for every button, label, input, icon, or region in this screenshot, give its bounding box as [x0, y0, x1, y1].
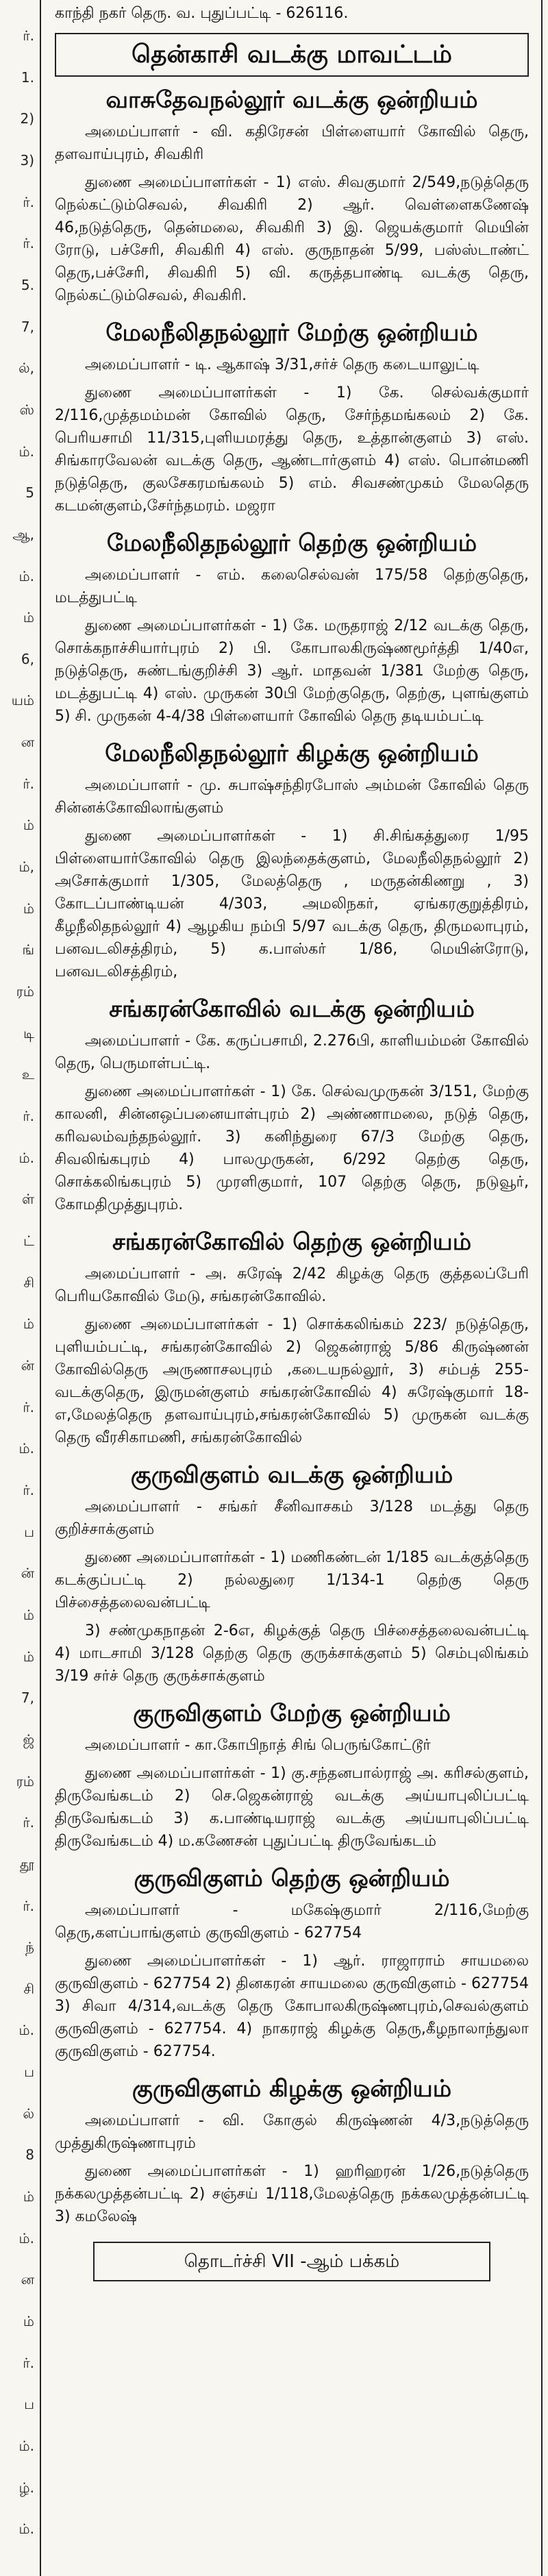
margin-fragment: 3)	[20, 152, 34, 169]
margin-fragment: 6,	[21, 651, 34, 667]
margin-fragment: ம்	[23, 1315, 34, 1332]
section-title: குருவிகுளம் தெற்கு ஒன்றியம்	[134, 1865, 450, 1892]
margin-fragment: ம்	[23, 1607, 34, 1623]
margin-fragment: ஜ்	[23, 1731, 34, 1748]
deputies-text: துணை அமைப்பாளர்கள் - 1) கே. செல்வக்குமார் 2/116,முத்தமம்மன் கோவில் தெரு, சேர்ந்தமங்கலம் 2) கே. பெரியசாமி 11/315,புளியமரத்து தெரு, உத்தான்குளம் 3) எஸ். சிங்காரவேலன் வடக்கு தெரு, ஆண்டார்குளம் 4) எஸ். பொன்மணி நடுத்தெரு, குலசேகரமங்கலம் 5) எம். சிவசண்முகம் மேலதெரு கடமன்குளம்,சேர்ந்தமரம். மஜரா	[55, 384, 530, 515]
margin-fragment: ர்.	[23, 1482, 34, 1498]
margin-fragment: ம்.	[18, 568, 34, 584]
section-title: குருவிகுளம் மேற்கு ஒன்றியம்	[133, 1700, 451, 1727]
margin-fragment: ழ்.	[18, 2479, 34, 2496]
margin-fragment: யம்	[11, 692, 34, 708]
margin-fragment: ரம்	[16, 983, 34, 1000]
margin-fragment: ர்.	[23, 235, 34, 251]
organiser-text: அமைப்பாளர் - வி. கதிரேசன் பிள்ளையார் கோவில் தெரு, தளவாய்புரம், சிவகிரி	[55, 123, 529, 163]
section-title: வாசுதேவநல்லூர் வடக்கு ஒன்றியம்	[105, 86, 478, 114]
margin-fragment: சி	[23, 1274, 34, 1291]
deputies-text: துணை அமைப்பாளர்கள் - 1) சி.சிங்கத்துரை 1/95 பிள்ளையார்கோவில் தெரு இலந்தைக்குளம், மேலநீலிதநல்லூர் 2) அசோக்குமார் 1/305, மேலத்தெரு , மருதன்கிணறு , 3) கோடப்பாண்டியன் 4/303, அமலிநகர், ஏங்கரகுறுத்திரம், கீழநீலிதநல்லூர் 4) ஆழகிய நம்பி 5/97 வடக்கு தெரு, திருமலாபுரம், பனவடலிசத்திரம், 5) க.பாஸ்கர் 1/86, மெயின்ரோடு, பனவடலிசத்திரம்,	[55, 828, 529, 980]
margin-fragment: ப	[24, 2396, 34, 2412]
margin-fragment: ம்.	[18, 1150, 34, 1166]
organiser-text: அமைப்பாளர் - மகேஷ்குமார் 2/116,மேற்கு தெரு,களப்பாங்குளம் குருவிகுளம் - 627754	[55, 1902, 529, 1942]
section-title: சங்கரன்கோவில் தெற்கு ஒன்றியம்	[112, 1228, 472, 1256]
margin-fragment: 5	[25, 484, 34, 501]
organiser-text: அமைப்பாளர் - டி. ஆகாஷ் 3/31,சர்ச் தெரு கடையாலுட்டி	[85, 356, 480, 373]
article-column	[52, 0, 532, 2576]
margin-fragment: ர்.	[23, 2355, 34, 2371]
margin-fragment: 7,	[21, 319, 34, 335]
margin-fragment: ல்,	[18, 360, 34, 376]
margin-fragment: ன்	[21, 1357, 34, 1374]
organiser-text: அமைப்பாளர் - அ. சுரேஷ் 2/42 கிழக்கு தெரு குத்தலப்பேரி பெரியகோவில் மேடு, சங்கரன்கோவில்.	[55, 1265, 529, 1305]
section-title: மேலநீலிதநல்லூர் தெற்கு ஒன்றியம்	[106, 530, 477, 557]
margin-fragment: ப	[24, 2064, 34, 2080]
deputies-text-continued: 3) சண்முகநாதன் 2-6எ, கிழக்குத் தெரு பிச்சைத்தலைவன்பட்டி 4) மாடசாமி 3/128 தெற்கு தெரு குருக்சாக்குளம் 5) செம்புலிங்கம் 3/19 சர்ச் தெரு குருக்சாக்குளம்	[55, 1622, 529, 1685]
organiser-text: அமைப்பாளர் - மு. சுபாஷ்சந்திரபோஸ் அம்மன் கோவில் தெரு சின்னக்கோவிலாங்குளம்	[55, 777, 529, 817]
margin-fragment: ர்.	[23, 1814, 34, 1831]
union-section	[55, 1226, 529, 1449]
margin-fragment: ப	[24, 1524, 34, 1540]
margin-fragment: டி	[23, 1025, 34, 1041]
section-title: சங்கரன்கோவில் வடக்கு ஒன்றியம்	[109, 995, 475, 1023]
margin-fragment: ம்.	[18, 2521, 34, 2537]
margin-fragment: ம்	[23, 1648, 34, 1665]
section-title: மேலநீலிதநல்லூர் கிழக்கு ஒன்றியம்	[105, 740, 479, 767]
previous-column-fragment	[0, 0, 36, 2576]
margin-fragment: ம்	[23, 900, 34, 917]
margin-fragment: ம்.	[18, 2230, 34, 2246]
union-section	[55, 1697, 529, 1853]
margin-fragment: ஆ,	[12, 526, 34, 543]
organiser-text: அமைப்பாளர் - வி. கோகுல் கிருஷ்ணன் 4/3,நடுத்தெரு முத்துகிருஷ்ணாபுரம்	[55, 2112, 529, 2152]
previous-address-line: காந்தி நகர் தெரு. வ. புதுப்பட்டி - 626116.	[55, 5, 349, 22]
margin-fragment: ரம்	[16, 1773, 34, 1789]
organiser-text: அமைப்பாளர் - கா.கோபிநாத் சிங் பெருங்கோட்டூர்	[85, 1737, 431, 1754]
deputies-text: துணை அமைப்பாளர்கள் - 1) கே. செல்வமுருகன் 3/151, மேற்கு காலனி, சின்னஒப்பனையாள்புரம் 2) அண்ணாமலை, நடுத் தெரு, கரிவலம்வந்தநல்லூர். 3) கனிந்துரை 67/3 மேற்கு தெரு, சிவலிங்கபுரம் 4) பாலமுருகன், 6/292 தெற்கு தெரு, சொக்கலிங்கபுரம் 5) முரளிகுமார், 107 தெற்கு தெரு, நடுவூர், கோமதிமுத்துபுரம்.	[55, 1083, 529, 1213]
margin-fragment: ம்	[23, 2313, 34, 2329]
margin-fragment: ம்.	[18, 2022, 34, 2038]
margin-fragment: ட்	[23, 1233, 34, 1249]
deputies-text: துணை அமைப்பாளர்கள் - 1) எஸ். சிவகுமார் 2/549,நடுத்தெரு நெல்கட்டும்செவல், சிவகிரி 2) ஆர். வெள்ளைகணேஷ் 46,நடுத்தெரு, தென்மலை, சிவகிரி 3) இ. ஜெயக்குமார் மெயின் ரோடு, பச்சேரி, சிவகிரி 4) எஸ். குருநாதன் 5/99, பஸ்ஸ்டாண்ட் தெரு,பச்சேரி, சிவகிரி 5) வி. கருத்தபாண்டி வடக்கு தெரு, நெல்கட்டும்செவல், சிவகிரி.	[55, 174, 529, 304]
union-section	[55, 84, 529, 307]
margin-fragment: ம்.	[18, 1440, 34, 1457]
continuation-note: தொடர்ச்சி VII -ஆம் பக்கம்	[93, 2242, 490, 2281]
margin-fragment: 8	[25, 2146, 34, 2163]
deputies-text: துணை அமைப்பாளர்கள் - 1) கே. மருதராஜ் 2/12 வடக்கு தெரு, சொக்கநாச்சியார்புரம் 2) பி. கோபாலகிருஷ்ணமூர்த்தி 1/40எ, நடுத்தெரு, சுண்டங்குறிச்சி 3) ஆர். மாதவன் 1/381 மேற்கு தெரு, மடத்துபட்டி 4) எஸ். முருகன் 30பி மேற்குதெரு, தெற்கு, புளங்குளம் 5) சி. முருகன் 4-4/38 பிள்ளையார் கோவில் தெரு தடியம்பட்டி	[55, 617, 529, 725]
margin-fragment: ம்.	[18, 443, 34, 460]
margin-fragment: 1.	[21, 69, 34, 86]
margin-fragment: ங்	[22, 941, 34, 958]
margin-fragment: ர்.	[23, 194, 34, 210]
margin-fragment: 7,	[21, 1689, 34, 1706]
margin-fragment: ன்	[21, 1565, 34, 1581]
margin-fragment: தூ	[19, 1856, 34, 1872]
column-rule-right	[541, 0, 543, 2576]
margin-fragment: ம்	[23, 817, 34, 833]
margin-fragment: ர்.	[23, 776, 34, 792]
section-title: குருவிகுளம் வடக்கு ஒன்றியம்	[130, 1461, 453, 1489]
margin-fragment: 2)	[20, 110, 34, 127]
margin-fragment: ந்	[25, 1939, 34, 1955]
margin-fragment: ர்.	[23, 1399, 34, 1415]
margin-fragment: ம்	[23, 2188, 34, 2205]
margin-fragment: ன	[21, 2271, 34, 2288]
margin-fragment: ம்	[23, 609, 34, 626]
margin-fragment: ம்.	[18, 2438, 34, 2454]
margin-fragment: ல்	[23, 2105, 34, 2122]
margin-fragment: ர்.	[23, 27, 34, 44]
margin-fragment: சி	[23, 1981, 34, 1997]
section-title: குருவிகுளம் கிழக்கு ஒன்றியம்	[132, 2075, 452, 2103]
union-section	[55, 2072, 529, 2228]
union-section	[55, 1862, 529, 2063]
margin-fragment: ர்.	[23, 1898, 34, 1914]
margin-fragment: ள்	[21, 1191, 34, 1207]
deputies-text: துணை அமைப்பாளர்கள் - 1) கு.சந்தனபால்ராஜ் அ. கரிசல்குளம், திருவேங்கடம் 2) செ.ஜெகன்ராஜ் வடக்கு அய்யாபுலிப்பட்டி திருவேங்கடம் 3) க.பாண்டியராஜ் வடக்கு அய்யாபுலிப்பட்டி திருவேங்கடம் 4) ம.கணேசன் புதுப்பட்டி திருவேங்கடம்	[55, 1765, 529, 1850]
organiser-text: அமைப்பாளர் - எம். கலைசெல்வன் 175/58 தெற்குதெரு, மடத்துபட்டி	[55, 567, 529, 606]
union-section	[55, 1459, 529, 1687]
margin-fragment: 5.	[21, 277, 34, 293]
deputies-text: துணை அமைப்பாளர்கள் - 1) ஆர். ராஜாராம் சாயமலை குருவிகுளம் - 627754 2) தினகரன் சாயமலை குருவிகுளம் - 627754 3) சிவா 4/314,வடக்கு தெரு கோபாலகிருஷ்ணபுரம்,செவல்குளம் குருவிகுளம் - 627754. 4) நாகராஜ் கிழக்கு தெரு,கீழநாலாந்துலா குருவிகுளம் - 627754.	[55, 1953, 529, 2060]
margin-fragment: ர்.	[23, 1108, 34, 1124]
union-section	[55, 527, 529, 728]
union-section	[55, 737, 529, 983]
deputies-text: துணை அமைப்பாளர்கள் - 1) சொக்கலிங்கம் 223/ நடுத்தெரு, புளியம்பட்டி, சங்கரன்கோவில் 2) ஜெகன்ராஜ் 5/86 கிருஷ்ணன் கோவில்தெரு அருணாசலபுரம் ,கடையநல்லூர், 3) சம்பத் 255-வடக்குதெரு, இருமன்குளம் சங்கரன்கோவில் 4) சுரேஷ்குமார் 18-எ,மேலத்தெரு தளவாய்புரம்,சங்கரன்கோவில் 5) முருகன் வடக்கு தெரு வீரசிகாமணி, சங்கரன்கோவில்	[55, 1316, 529, 1446]
union-section	[55, 993, 529, 1216]
margin-fragment: ம்,	[18, 858, 34, 875]
margin-fragment: ன	[21, 734, 34, 750]
union-section	[55, 317, 529, 517]
section-title: மேலநீலிதநல்லூர் மேற்கு ஒன்றியம்	[105, 319, 478, 347]
deputies-text: துணை அமைப்பாளர்கள் - 1) மணிகண்டன் 1/185 வடக்குத்தெரு கடக்குப்பட்டி 2) நல்லதுரை 1/134-1 தெற்கு தெரு பிச்சைத்தலைவன்பட்டி	[55, 1549, 529, 1611]
margin-fragment: உ	[21, 1066, 34, 1082]
organiser-text: அமைப்பாளர் - கே. கருப்பசாமி, 2.276பி, காளியம்மன் கோவில் தெரு, பெருமாள்பட்டி.	[55, 1032, 529, 1072]
district-title: தென்காசி வடக்கு மாவட்டம்	[55, 33, 529, 77]
margin-fragment: ஸ்	[19, 401, 34, 418]
deputies-text: துணை அமைப்பாளர்கள் - 1) ஹரிஹரன் 1/26,நடுத்தெரு நக்கலமுத்தன்பட்டி 2) சஞ்சய் 1/118,மேலத்தெரு நக்கலமுத்தன்பட்டி 3) கமலேஷ்	[55, 2163, 529, 2225]
organiser-text: அமைப்பாளர் - சங்கர் சீனிவாசகம் 3/128 மடத்து தெரு குறிச்சாக்குளம்	[55, 1498, 529, 1538]
column-rule-left	[40, 0, 41, 2576]
